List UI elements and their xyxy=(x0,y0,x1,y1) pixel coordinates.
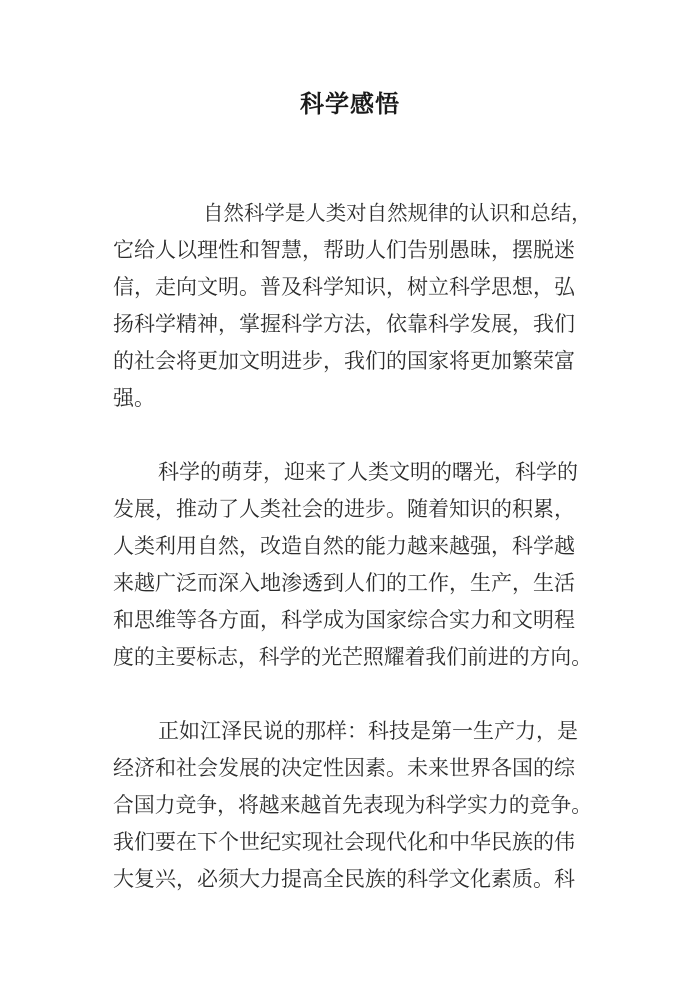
paragraph-1-line-5: 的社会将更加文明进步，我们的国家将更加繁荣富 xyxy=(113,349,575,373)
paragraph-2-line-5: 和思维等各方面，科学成为国家综合实力和文明程 xyxy=(113,608,575,632)
paragraph-3-line-2: 经济和社会发展的决定性因素。未来世界各国的综 xyxy=(113,756,575,780)
paragraph-2-line-1: 科学的萌芽，迎来了人类文明的曙光，科学的 xyxy=(158,460,578,484)
paragraph-3-line-1: 正如江泽民说的那样：科技是第一生产力，是 xyxy=(158,719,578,743)
paragraph-2-line-4: 来越广泛而深入地渗透到人们的工作，生产，生活 xyxy=(113,571,575,595)
paragraph-3-line-5: 大复兴，必须大力提高全民族的科学文化素质。科 xyxy=(113,867,575,891)
paragraph-1-line-6: 强。 xyxy=(113,386,155,410)
paragraph-1-line-3: 信，走向文明。普及科学知识，树立科学思想，弘 xyxy=(113,275,575,299)
paragraph-3-line-3: 合国力竞争，将越来越首先表现为科学实力的竞争。 xyxy=(113,793,593,817)
paragraph-1-line-1: 自然科学是人类对自然规律的认识和总结， xyxy=(203,201,592,225)
paragraph-2-line-6: 度的主要标志，科学的光芒照耀着我们前进的方向。 xyxy=(113,645,593,669)
page-title: 科学感悟 xyxy=(300,90,400,118)
paragraph-1-line-4: 扬科学精神，掌握科学方法，依靠科学发展，我们 xyxy=(113,312,575,336)
paragraph-3-line-4: 我们要在下个世纪实现社会现代化和中华民族的伟 xyxy=(113,830,575,854)
paragraph-1-line-2: 它给人以理性和智慧，帮助人们告别愚昧，摆脱迷 xyxy=(113,238,575,262)
paragraph-2-line-3: 人类利用自然，改造自然的能力越来越强，科学越 xyxy=(113,534,575,558)
paragraph-2-line-2: 发展，推动了人类社会的进步。随着知识的积累， xyxy=(113,497,575,521)
